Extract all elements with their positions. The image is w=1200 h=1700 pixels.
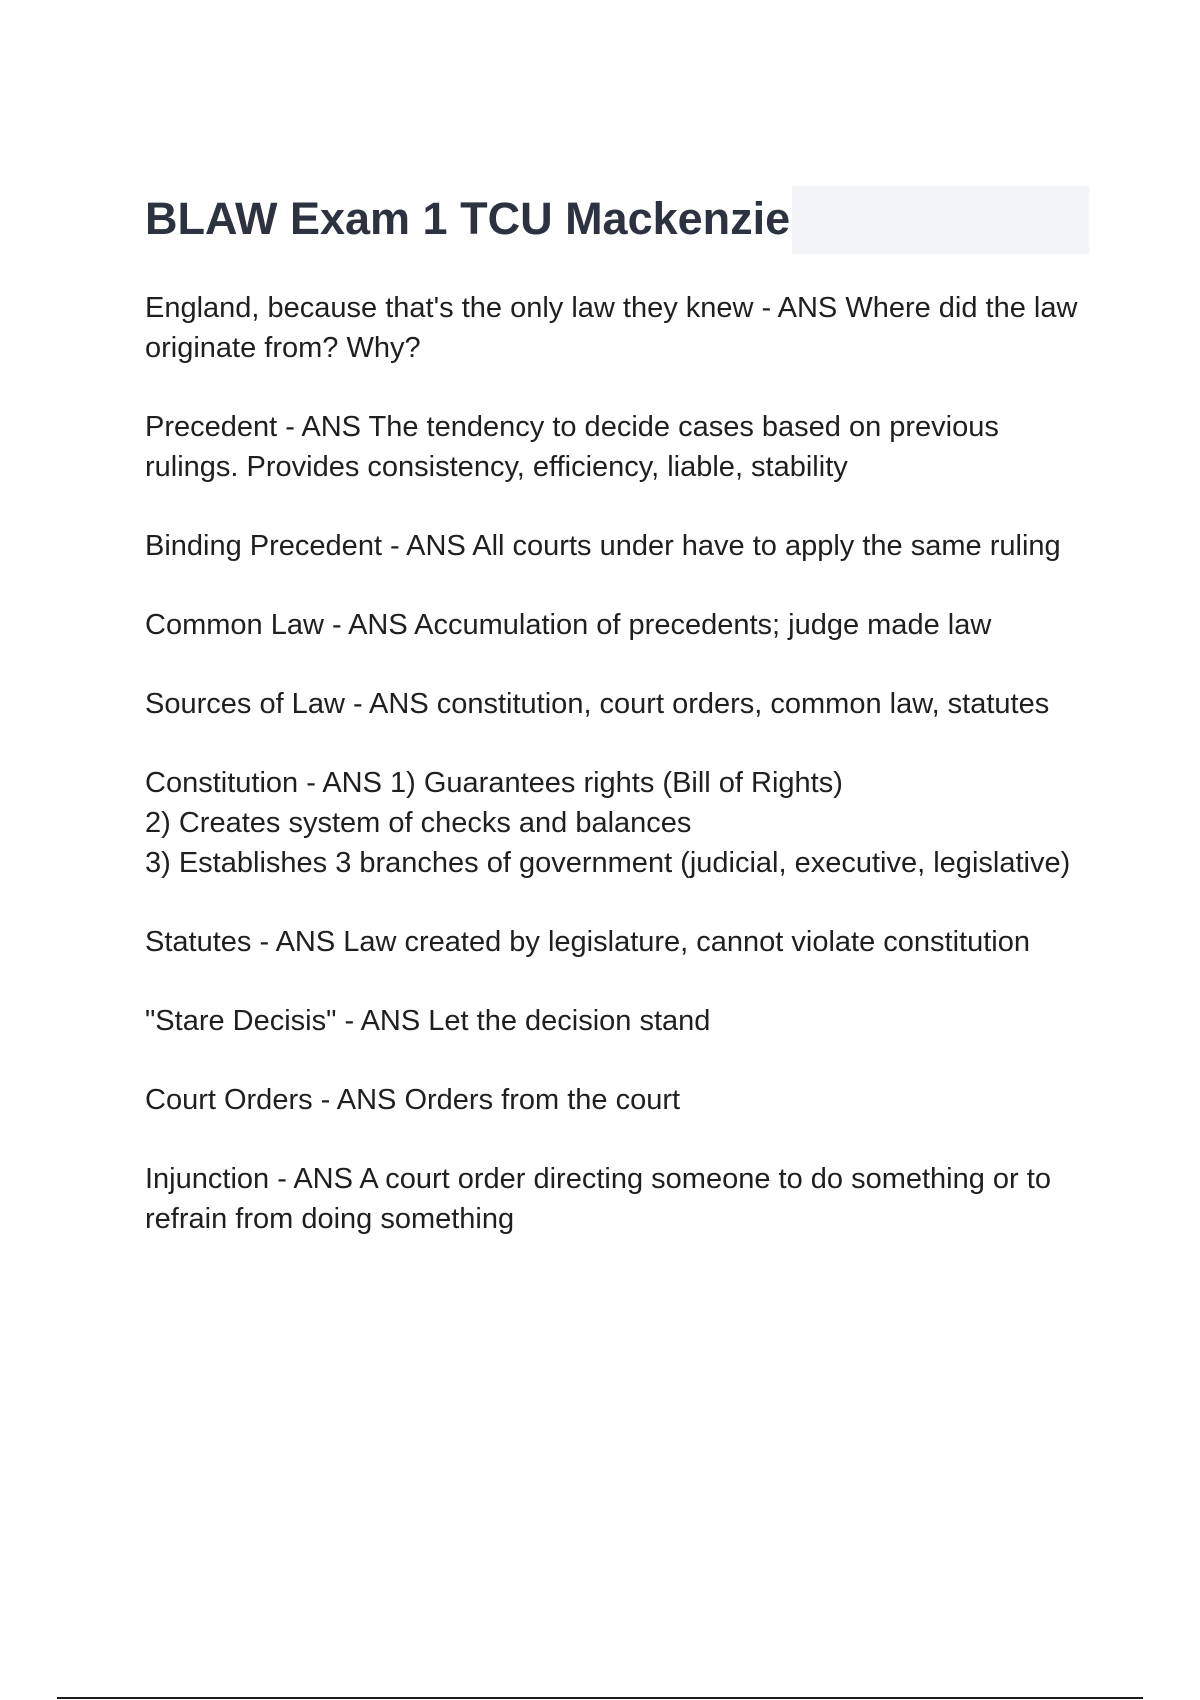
flashcard-entry: Injunction - ANS A court order directing someone to do something or to refrain from doing something <box>145 1163 1051 1235</box>
flashcard-entry: Statutes - ANS Law created by legislature, cannot violate constitution <box>145 926 1030 958</box>
title-band <box>145 186 1089 254</box>
flashcard-entry: "Stare Decisis" - ANS Let the decision stand <box>145 1005 711 1037</box>
flashcard-entry: England, because that's the only law they knew - ANS Where did the law originate from? Why? <box>145 292 1078 364</box>
flashcard-entry: Precedent - ANS The tendency to decide cases based on previous rulings. Provides consistency, efficiency, liable, stability <box>145 411 999 483</box>
flashcard-entry: Binding Precedent - ANS All courts under have to apply the same ruling <box>145 530 1061 562</box>
page-title: BLAW Exam 1 TCU Mackenzie <box>145 186 792 254</box>
flashcard-entry: Constitution - ANS 1) Guarantees rights (Bill of Rights) 2) Creates system of checks and balances 3) Establishes 3 branches of government (judicial, executive, legislative) <box>145 767 1071 879</box>
flashcard-entry: Court Orders - ANS Orders from the court <box>145 1084 681 1116</box>
flashcard-list <box>145 288 1095 1278</box>
bottom-rule <box>57 1697 1143 1699</box>
flashcard-entry: Common Law - ANS Accumulation of precedents; judge made law <box>145 609 992 641</box>
flashcard-entry: Sources of Law - ANS constitution, court orders, common law, statutes <box>145 688 1050 720</box>
